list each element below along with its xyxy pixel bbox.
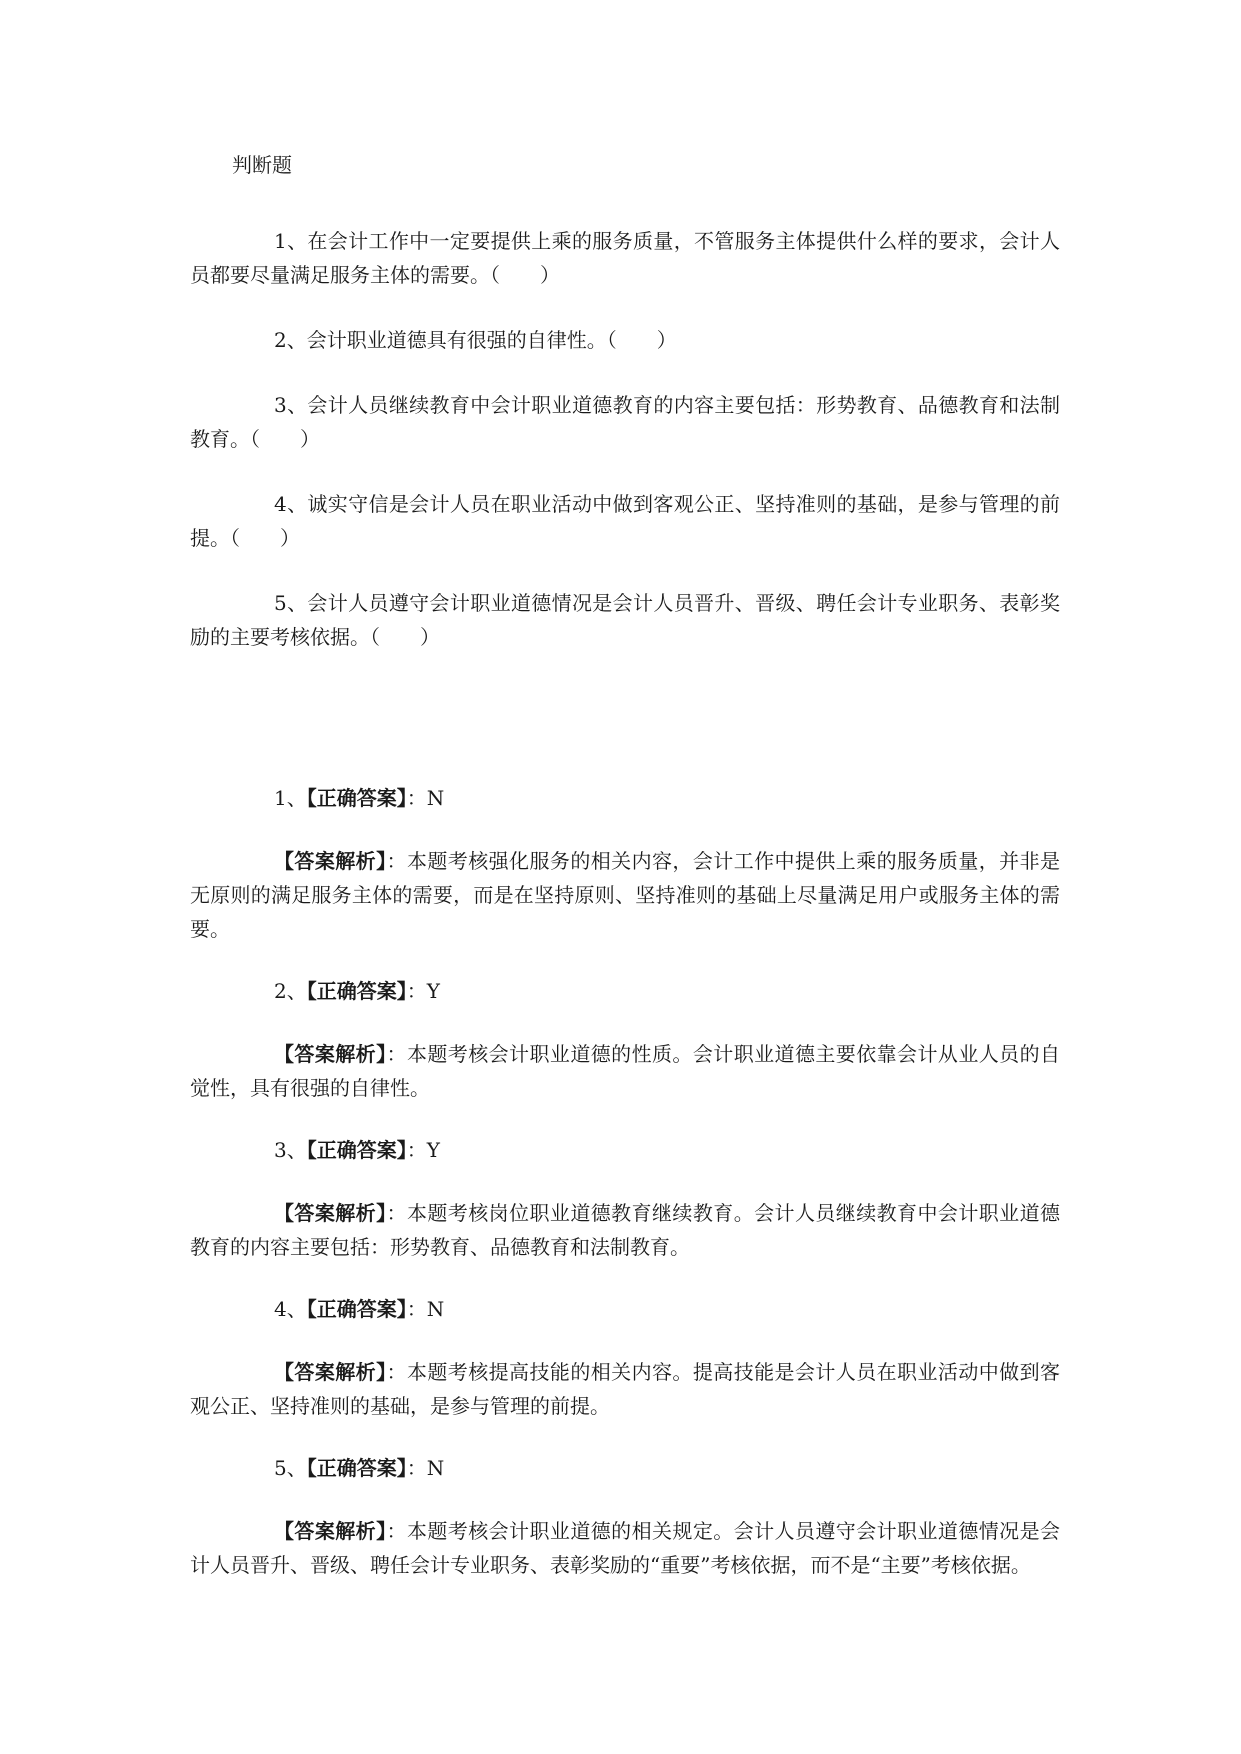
- analysis-2: [190, 1037, 1060, 1105]
- analysis-text: ：本题考核强化服务的相关内容，会计工作中提供上乘的服务质量，并非是无原则的满足服务主体的需要，而是在坚持原则、坚持准则的基础上尽量满足用户或服务主体的需要。: [190, 849, 1061, 941]
- answer-label: 【正确答案】: [306, 979, 407, 1003]
- answer-label: 【正确答案】: [306, 786, 407, 810]
- answer-number: 3、: [274, 1138, 307, 1162]
- answer-3: [190, 1133, 1060, 1167]
- answer-value: ：N: [406, 786, 445, 810]
- answer-1: [190, 781, 1060, 815]
- answer-label: 【正确答案】: [306, 1456, 407, 1480]
- analysis-1: [190, 844, 1060, 946]
- answer-label: 【正确答案】: [306, 1138, 407, 1162]
- analysis-label: 【答案解析】: [274, 1042, 387, 1066]
- document-content: [190, 148, 1060, 1610]
- analysis-text: ：本题考核会计职业道德的性质。会计职业道德主要依靠会计从业人员的自觉性，具有很强的自律性。: [190, 1042, 1061, 1100]
- analysis-3: [190, 1196, 1060, 1264]
- answer-number: 1、: [274, 786, 307, 810]
- analysis-label: 【答案解析】: [274, 849, 387, 873]
- question-5: 5、会计人员遵守会计职业道德情况是会计人员晋升、晋级、聘任会计专业职务、表彰奖励的主要考核依据。（ ）: [190, 591, 1060, 649]
- answer-number: 2、: [274, 979, 307, 1003]
- analysis-label: 【答案解析】: [274, 1201, 387, 1225]
- answer-value: ：N: [406, 1456, 445, 1480]
- analysis-text: ：本题考核提高技能的相关内容。提高技能是会计人员在职业活动中做到客观公正、坚持准则的基础，是参与管理的前提。: [190, 1360, 1061, 1418]
- answer-value: ：Y: [406, 1138, 440, 1162]
- section-title: 判断题: [232, 153, 292, 177]
- question-2: 2、会计职业道德具有很强的自律性。（ ）: [274, 328, 677, 352]
- answer-number: 5、: [274, 1456, 307, 1480]
- answer-5: [190, 1451, 1060, 1485]
- section-spacer: [190, 685, 1060, 781]
- question-3: 3、会计人员继续教育中会计职业道德教育的内容主要包括：形势教育、品德教育和法制教育。（ ）: [190, 393, 1060, 451]
- answer-label: 【正确答案】: [306, 1297, 407, 1321]
- analysis-4: [190, 1355, 1060, 1423]
- analysis-label: 【答案解析】: [274, 1519, 387, 1543]
- answer-number: 4、: [274, 1297, 307, 1321]
- analysis-5: [190, 1514, 1060, 1582]
- answer-2: [190, 974, 1060, 1008]
- answer-value: ：Y: [406, 979, 440, 1003]
- question-1: 1、在会计工作中一定要提供上乘的服务质量，不管服务主体提供什么样的要求，会计人员都要尽量满足服务主体的需要。（ ）: [190, 229, 1060, 287]
- analysis-label: 【答案解析】: [274, 1360, 387, 1384]
- question-4: 4、诚实守信是会计人员在职业活动中做到客观公正、坚持准则的基础，是参与管理的前提。（ ）: [190, 492, 1060, 550]
- analysis-text: ：本题考核岗位职业道德教育继续教育。会计人员继续教育中会计职业道德教育的内容主要包括：形势教育、品德教育和法制教育。: [190, 1201, 1061, 1259]
- answer-4: [190, 1292, 1060, 1326]
- analysis-text: ：本题考核会计职业道德的相关规定。会计人员遵守会计职业道德情况是会计人员晋升、晋级、聘任会计专业职务、表彰奖励的“重要”考核依据，而不是“主要”考核依据。: [190, 1519, 1061, 1577]
- answer-value: ：N: [406, 1297, 445, 1321]
